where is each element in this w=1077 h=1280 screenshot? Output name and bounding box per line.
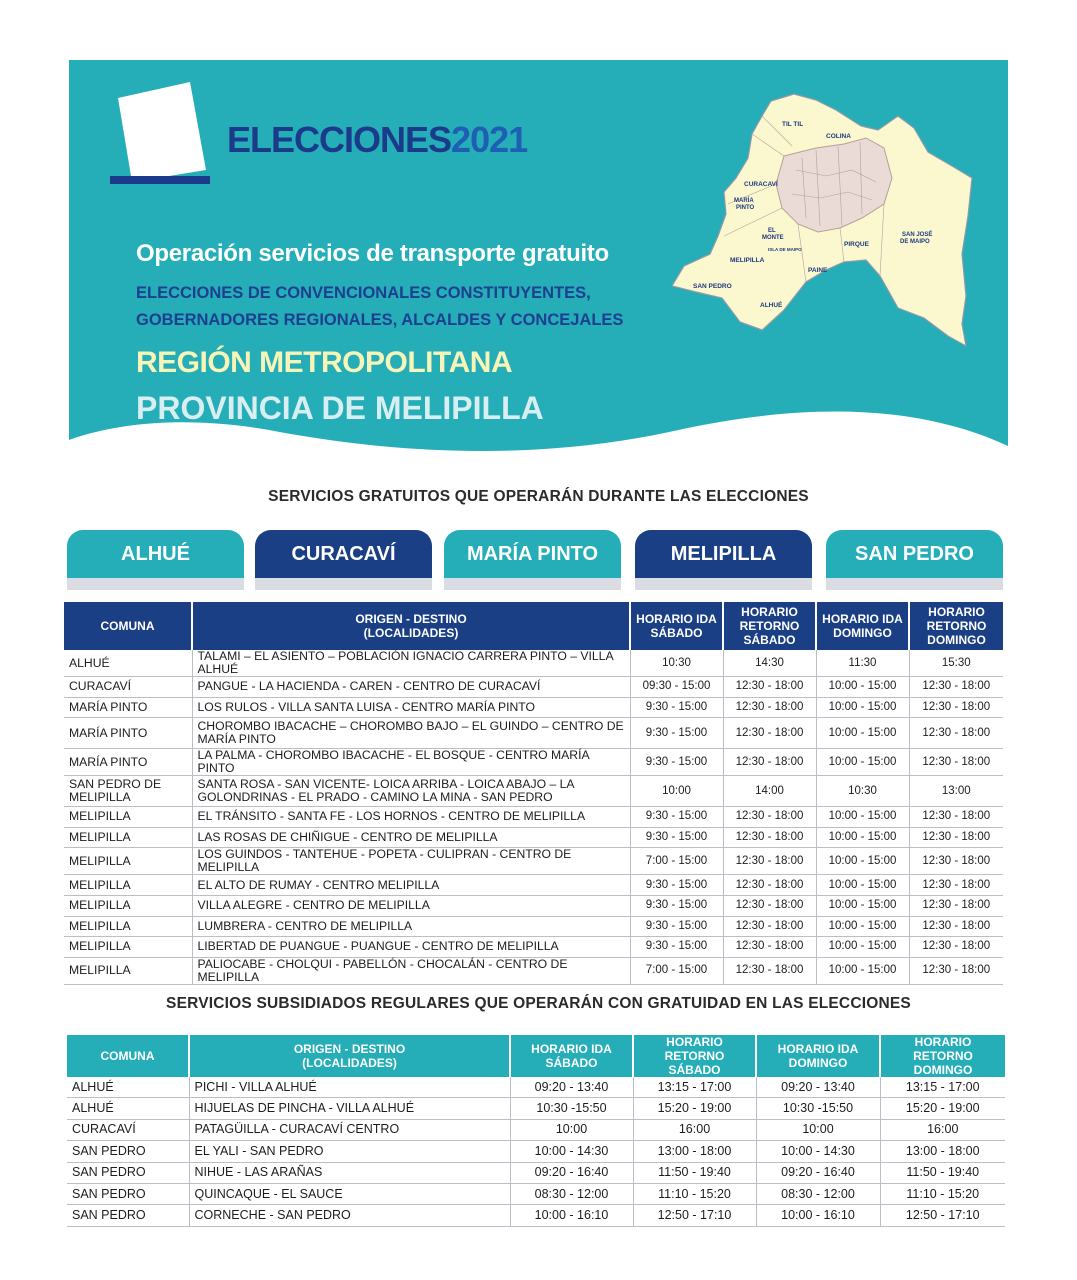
table-row xyxy=(67,1141,1005,1162)
table-cell: 10:30 xyxy=(630,650,723,677)
section-2-title: SERVICIOS SUBSIDIADOS REGULARES QUE OPERARÁN CON GRATUIDAD EN LAS ELECCIONES xyxy=(166,995,911,1012)
table-header-row xyxy=(67,1035,1005,1077)
map-label-colina: COLINA xyxy=(826,133,851,140)
table-cell: 10:00 - 15:00 xyxy=(816,749,909,776)
table-cell: 11:10 - 15:20 xyxy=(633,1183,756,1204)
table-cell: 12:30 - 18:00 xyxy=(723,875,816,896)
table-row xyxy=(67,1205,1005,1226)
table-cell: 12:30 - 18:00 xyxy=(909,848,1003,875)
table-cell: TALAMI – EL ASIENTO – POBLACIÓN IGNACIO CARRERA PINTO – VILLA ALHUÉ xyxy=(192,650,630,677)
map-label-paine: PAINE xyxy=(808,267,828,274)
table-row xyxy=(64,776,1003,807)
table-cell: CURACAVÍ xyxy=(64,677,192,698)
map-label-til-til: TIL TIL xyxy=(782,121,804,128)
table-cell: 12:30 - 18:00 xyxy=(723,807,816,828)
col-origen-destino: ORIGEN - DESTINO (LOCALIDADES) xyxy=(192,602,630,650)
table-cell: 12:30 - 18:00 xyxy=(723,718,816,749)
table-cell: 12:30 - 18:00 xyxy=(723,749,816,776)
table-cell: SAN PEDRO DE MELIPILLA xyxy=(64,776,192,807)
table-cell: 10:00 xyxy=(756,1119,880,1140)
table-cell: 10:00 - 15:00 xyxy=(816,677,909,698)
table-cell: 12:30 - 18:00 xyxy=(909,916,1003,937)
map-label-curacavi: CURACAVÍ xyxy=(744,181,778,188)
table-cell: 10:00 - 15:00 xyxy=(816,916,909,937)
table-cell: 12:50 - 17:10 xyxy=(880,1205,1005,1226)
table-cell: 16:00 xyxy=(633,1119,756,1140)
table-cell: 13:00 - 18:00 xyxy=(880,1141,1005,1162)
table-cell: 10:00 - 16:10 xyxy=(510,1205,633,1226)
table-cell: 14:00 xyxy=(723,776,816,807)
table-cell: SANTA ROSA - SAN VICENTE- LOICA ARRIBA - LOICA ABAJO – LA GOLONDRINAS - EL PRADO - CAMINO LA MINA - SAN PEDRO xyxy=(192,776,630,807)
col-ida-domingo: HORARIO IDA DOMINGO xyxy=(756,1035,880,1077)
operation-title: Operación servicios de transporte gratuito xyxy=(136,240,609,267)
commune-tabs xyxy=(67,530,1007,592)
table-cell: 12:30 - 18:00 xyxy=(909,697,1003,718)
table-row xyxy=(67,1098,1005,1119)
table-cell: 9:30 - 15:00 xyxy=(630,916,723,937)
table-cell: 12:30 - 18:00 xyxy=(909,875,1003,896)
free-services-table xyxy=(64,602,1003,985)
table-cell: 12:30 - 18:00 xyxy=(909,957,1003,984)
map-label-maria-pinto-1: MARÍA xyxy=(734,198,754,204)
col-ida-domingo: HORARIO IDA DOMINGO xyxy=(816,602,909,650)
table-cell: MARÍA PINTO xyxy=(64,749,192,776)
table-cell: 10:00 - 15:00 xyxy=(816,827,909,848)
table-cell: SAN PEDRO xyxy=(67,1205,189,1226)
map-label-el-monte-1: EL xyxy=(768,228,776,234)
table-row xyxy=(64,916,1003,937)
table-cell: MELIPILLA xyxy=(64,875,192,896)
table-cell: ALHUÉ xyxy=(64,650,192,677)
table-row xyxy=(64,957,1003,984)
table-cell: 10:30 xyxy=(816,776,909,807)
map-label-pirque: PIRQUE xyxy=(844,241,869,248)
map-label-san-jose-2: DE MAIPO xyxy=(900,239,930,245)
table-cell: 11:50 - 19:40 xyxy=(633,1162,756,1183)
table-cell: 12:50 - 17:10 xyxy=(633,1205,756,1226)
table-cell: 10:00 - 15:00 xyxy=(816,697,909,718)
table-cell: 12:30 - 18:00 xyxy=(723,937,816,958)
table-cell: 09:20 - 16:40 xyxy=(756,1162,880,1183)
table-cell: MELIPILLA xyxy=(64,807,192,828)
table-cell: MELIPILLA xyxy=(64,916,192,937)
table-cell: 9:30 - 15:00 xyxy=(630,718,723,749)
table-cell: MARÍA PINTO xyxy=(64,697,192,718)
table-cell: 13:00 - 18:00 xyxy=(633,1141,756,1162)
table-cell: 12:30 - 18:00 xyxy=(909,718,1003,749)
table-cell: MELIPILLA xyxy=(64,895,192,916)
section-1-title: SERVICIOS GRATUITOS QUE OPERARÁN DURANTE LAS ELECCIONES xyxy=(268,488,809,505)
table-cell: SAN PEDRO xyxy=(67,1162,189,1183)
table-cell: 12:30 - 18:00 xyxy=(723,827,816,848)
table-cell: MELIPILLA xyxy=(64,937,192,958)
map-label-san-pedro: SAN PEDRO xyxy=(693,283,732,290)
col-origen-destino: ORIGEN - DESTINO (LOCALIDADES) xyxy=(189,1035,510,1077)
table-cell: 13:15 - 17:00 xyxy=(880,1077,1005,1098)
table-cell: 15:20 - 19:00 xyxy=(880,1098,1005,1119)
table-cell: 12:30 - 18:00 xyxy=(723,916,816,937)
table-cell: PICHI - VILLA ALHUÉ xyxy=(189,1077,510,1098)
table-row xyxy=(64,827,1003,848)
table-cell: 10:00 - 15:00 xyxy=(816,957,909,984)
map-label-san-jose-1: SAN JOSÉ xyxy=(902,232,933,238)
table-cell: 10:00 - 15:00 xyxy=(816,718,909,749)
table-cell: LOS GUINDOS - TANTEHUE - POPETA - CULIPRAN - CENTRO DE MELIPILLA xyxy=(192,848,630,875)
col-comuna: COMUNA xyxy=(64,602,192,650)
elections-title xyxy=(227,119,528,160)
table-cell: EL ALTO DE RUMAY - CENTRO MELIPILLA xyxy=(192,875,630,896)
table-cell: HIJUELAS DE PINCHA - VILLA ALHUÉ xyxy=(189,1098,510,1119)
table-row xyxy=(64,650,1003,677)
table-cell: 9:30 - 15:00 xyxy=(630,697,723,718)
table-row xyxy=(64,807,1003,828)
table-cell: CORNECHE - SAN PEDRO xyxy=(189,1205,510,1226)
table-cell: MARÍA PINTO xyxy=(64,718,192,749)
table-cell: 10:00 - 15:00 xyxy=(816,895,909,916)
col-retorno-sabado: HORARIO RETORNO SÁBADO xyxy=(633,1035,756,1077)
table-cell: 12:30 - 18:00 xyxy=(909,749,1003,776)
table-cell: PANGUE - LA HACIENDA - CAREN - CENTRO DE CURACAVÍ xyxy=(192,677,630,698)
table-cell: 9:30 - 15:00 xyxy=(630,749,723,776)
table-cell: VILLA ALEGRE - CENTRO DE MELIPILLA xyxy=(192,895,630,916)
table-cell: 13:00 xyxy=(909,776,1003,807)
table-row xyxy=(64,677,1003,698)
region-title: REGIÓN METROPOLITANA xyxy=(136,346,513,379)
table-cell: 10:30 -15:50 xyxy=(756,1098,880,1119)
table-row xyxy=(64,718,1003,749)
table-cell: LA PALMA - CHOROMBO IBACACHE - EL BOSQUE - CENTRO MARÍA PINTO xyxy=(192,749,630,776)
table-row xyxy=(64,749,1003,776)
table-cell: 12:30 - 18:00 xyxy=(723,677,816,698)
table-cell: ALHUÉ xyxy=(67,1098,189,1119)
table-cell: 15:30 xyxy=(909,650,1003,677)
table-cell: CHOROMBO IBACACHE – CHOROMBO BAJO – EL GUINDO – CENTRO DE MARÍA PINTO xyxy=(192,718,630,749)
table-cell: 10:30 -15:50 xyxy=(510,1098,633,1119)
table-cell: 14:30 xyxy=(723,650,816,677)
table-cell: SAN PEDRO xyxy=(67,1183,189,1204)
subtitle-line-2: GOBERNADORES REGIONALES, ALCALDES Y CONCEJALES xyxy=(136,311,624,329)
map-label-el-monte-2: MONTE xyxy=(762,235,784,241)
table-cell: 12:30 - 18:00 xyxy=(909,807,1003,828)
table-cell: 9:30 - 15:00 xyxy=(630,875,723,896)
province-title: PROVINCIA DE MELIPILLA xyxy=(136,390,544,426)
map-label-melipilla: MELIPILLA xyxy=(730,257,765,264)
col-retorno-sabado: HORARIO RETORNO SÁBADO xyxy=(723,602,816,650)
tab-melipilla[interactable]: MELIPILLA xyxy=(635,530,812,578)
table-cell: 11:10 - 15:20 xyxy=(880,1183,1005,1204)
table-cell: 10:00 - 14:30 xyxy=(510,1141,633,1162)
elections-word: ELECCIONES xyxy=(227,119,452,160)
table-cell: MELIPILLA xyxy=(64,848,192,875)
table-cell: QUINCAQUE - EL SAUCE xyxy=(189,1183,510,1204)
table-cell: 10:00 - 14:30 xyxy=(756,1141,880,1162)
table-row xyxy=(67,1183,1005,1204)
operation-subtitle xyxy=(136,280,666,334)
table-cell: ALHUÉ xyxy=(67,1077,189,1098)
map-label-alhue: ALHUÉ xyxy=(760,302,783,309)
table-row xyxy=(67,1077,1005,1098)
table-cell: 10:00 - 15:00 xyxy=(816,807,909,828)
table-cell: 12:30 - 18:00 xyxy=(723,697,816,718)
table-cell: 9:30 - 15:00 xyxy=(630,807,723,828)
col-ida-sabado: HORARIO IDA SÁBADO xyxy=(630,602,723,650)
col-retorno-domingo: HORARIO RETORNO DOMINGO xyxy=(909,602,1003,650)
table-cell: 09:20 - 13:40 xyxy=(510,1077,633,1098)
table-cell: 16:00 xyxy=(880,1119,1005,1140)
table-cell: PATAGÜILLA - CURACAVÍ CENTRO xyxy=(189,1119,510,1140)
table-cell: 10:00 xyxy=(510,1119,633,1140)
table-cell: 7:00 - 15:00 xyxy=(630,848,723,875)
table-cell: 12:30 - 18:00 xyxy=(723,957,816,984)
region-map xyxy=(666,86,976,354)
table-cell: 12:30 - 18:00 xyxy=(909,895,1003,916)
table-cell: 12:30 - 18:00 xyxy=(909,677,1003,698)
table-header-row xyxy=(64,602,1003,650)
table-cell: CURACAVÍ xyxy=(67,1119,189,1140)
ballot-icon xyxy=(110,78,214,186)
col-ida-sabado: HORARIO IDA SÁBADO xyxy=(510,1035,633,1077)
table-cell: 12:30 - 18:00 xyxy=(723,848,816,875)
subsidized-services-table xyxy=(67,1035,1005,1227)
table-cell: 12:30 - 18:00 xyxy=(723,895,816,916)
table-cell: 11:30 xyxy=(816,650,909,677)
table-cell: 09:20 - 13:40 xyxy=(756,1077,880,1098)
table-cell: 10:00 - 16:10 xyxy=(756,1205,880,1226)
tab-curacavi[interactable]: CURACAVÍ xyxy=(255,530,432,578)
map-label-isla-de-maipo: ISLA DE MAIPO xyxy=(768,247,802,252)
tab-san-pedro[interactable]: SAN PEDRO xyxy=(826,530,1003,578)
col-retorno-domingo: HORARIO RETORNO DOMINGO xyxy=(880,1035,1005,1077)
table-cell: LAS ROSAS DE CHIÑIGUE - CENTRO DE MELIPILLA xyxy=(192,827,630,848)
table-cell: LUMBRERA - CENTRO DE MELIPILLA xyxy=(192,916,630,937)
tab-alhue[interactable]: ALHUÉ xyxy=(67,530,244,578)
table-cell: 10:00 - 15:00 xyxy=(816,937,909,958)
table-cell: 15:20 - 19:00 xyxy=(633,1098,756,1119)
table-cell: 13:15 - 17:00 xyxy=(633,1077,756,1098)
table-cell: 9:30 - 15:00 xyxy=(630,895,723,916)
table-cell: 9:30 - 15:00 xyxy=(630,937,723,958)
elections-year: 2021 xyxy=(451,119,528,160)
table-cell: 9:30 - 15:00 xyxy=(630,827,723,848)
col-comuna: COMUNA xyxy=(67,1035,189,1077)
table-cell: PALIOCABE - CHOLQUI - PABELLÓN - CHOCALÁN - CENTRO DE MELIPILLA xyxy=(192,957,630,984)
table-row xyxy=(64,848,1003,875)
table-cell: EL YALI - SAN PEDRO xyxy=(189,1141,510,1162)
table-row xyxy=(64,937,1003,958)
table-cell: 12:30 - 18:00 xyxy=(909,937,1003,958)
table-row xyxy=(64,697,1003,718)
table-cell: MELIPILLA xyxy=(64,957,192,984)
table-cell: 08:30 - 12:00 xyxy=(756,1183,880,1204)
table-cell: LOS RULOS - VILLA SANTA LUISA - CENTRO MARÍA PINTO xyxy=(192,697,630,718)
table-cell: EL TRÁNSITO - SANTA FE - LOS HORNOS - CENTRO DE MELIPILLA xyxy=(192,807,630,828)
table-cell: 08:30 - 12:00 xyxy=(510,1183,633,1204)
table-cell: NIHUE - LAS ARAÑAS xyxy=(189,1162,510,1183)
table-cell: 7:00 - 15:00 xyxy=(630,957,723,984)
table-cell: SAN PEDRO xyxy=(67,1141,189,1162)
table-cell: 09:30 - 15:00 xyxy=(630,677,723,698)
table-cell: 10:00 xyxy=(630,776,723,807)
tab-maria-pinto[interactable]: MARÍA PINTO xyxy=(444,530,621,578)
table-cell: MELIPILLA xyxy=(64,827,192,848)
table-row xyxy=(67,1119,1005,1140)
table-cell: 11:50 - 19:40 xyxy=(880,1162,1005,1183)
table-cell: 09:20 - 16:40 xyxy=(510,1162,633,1183)
table-row xyxy=(67,1162,1005,1183)
table-row xyxy=(64,895,1003,916)
map-label-maria-pinto-2: PINTO xyxy=(736,205,755,211)
table-cell: LIBERTAD DE PUANGUE - PUANGUE - CENTRO DE MELIPILLA xyxy=(192,937,630,958)
table-cell: 10:00 - 15:00 xyxy=(816,875,909,896)
table-cell: 10:00 - 15:00 xyxy=(816,848,909,875)
table-row xyxy=(64,875,1003,896)
subtitle-line-1: ELECCIONES DE CONVENCIONALES CONSTITUYENTES, xyxy=(136,284,591,302)
table-cell: 12:30 - 18:00 xyxy=(909,827,1003,848)
